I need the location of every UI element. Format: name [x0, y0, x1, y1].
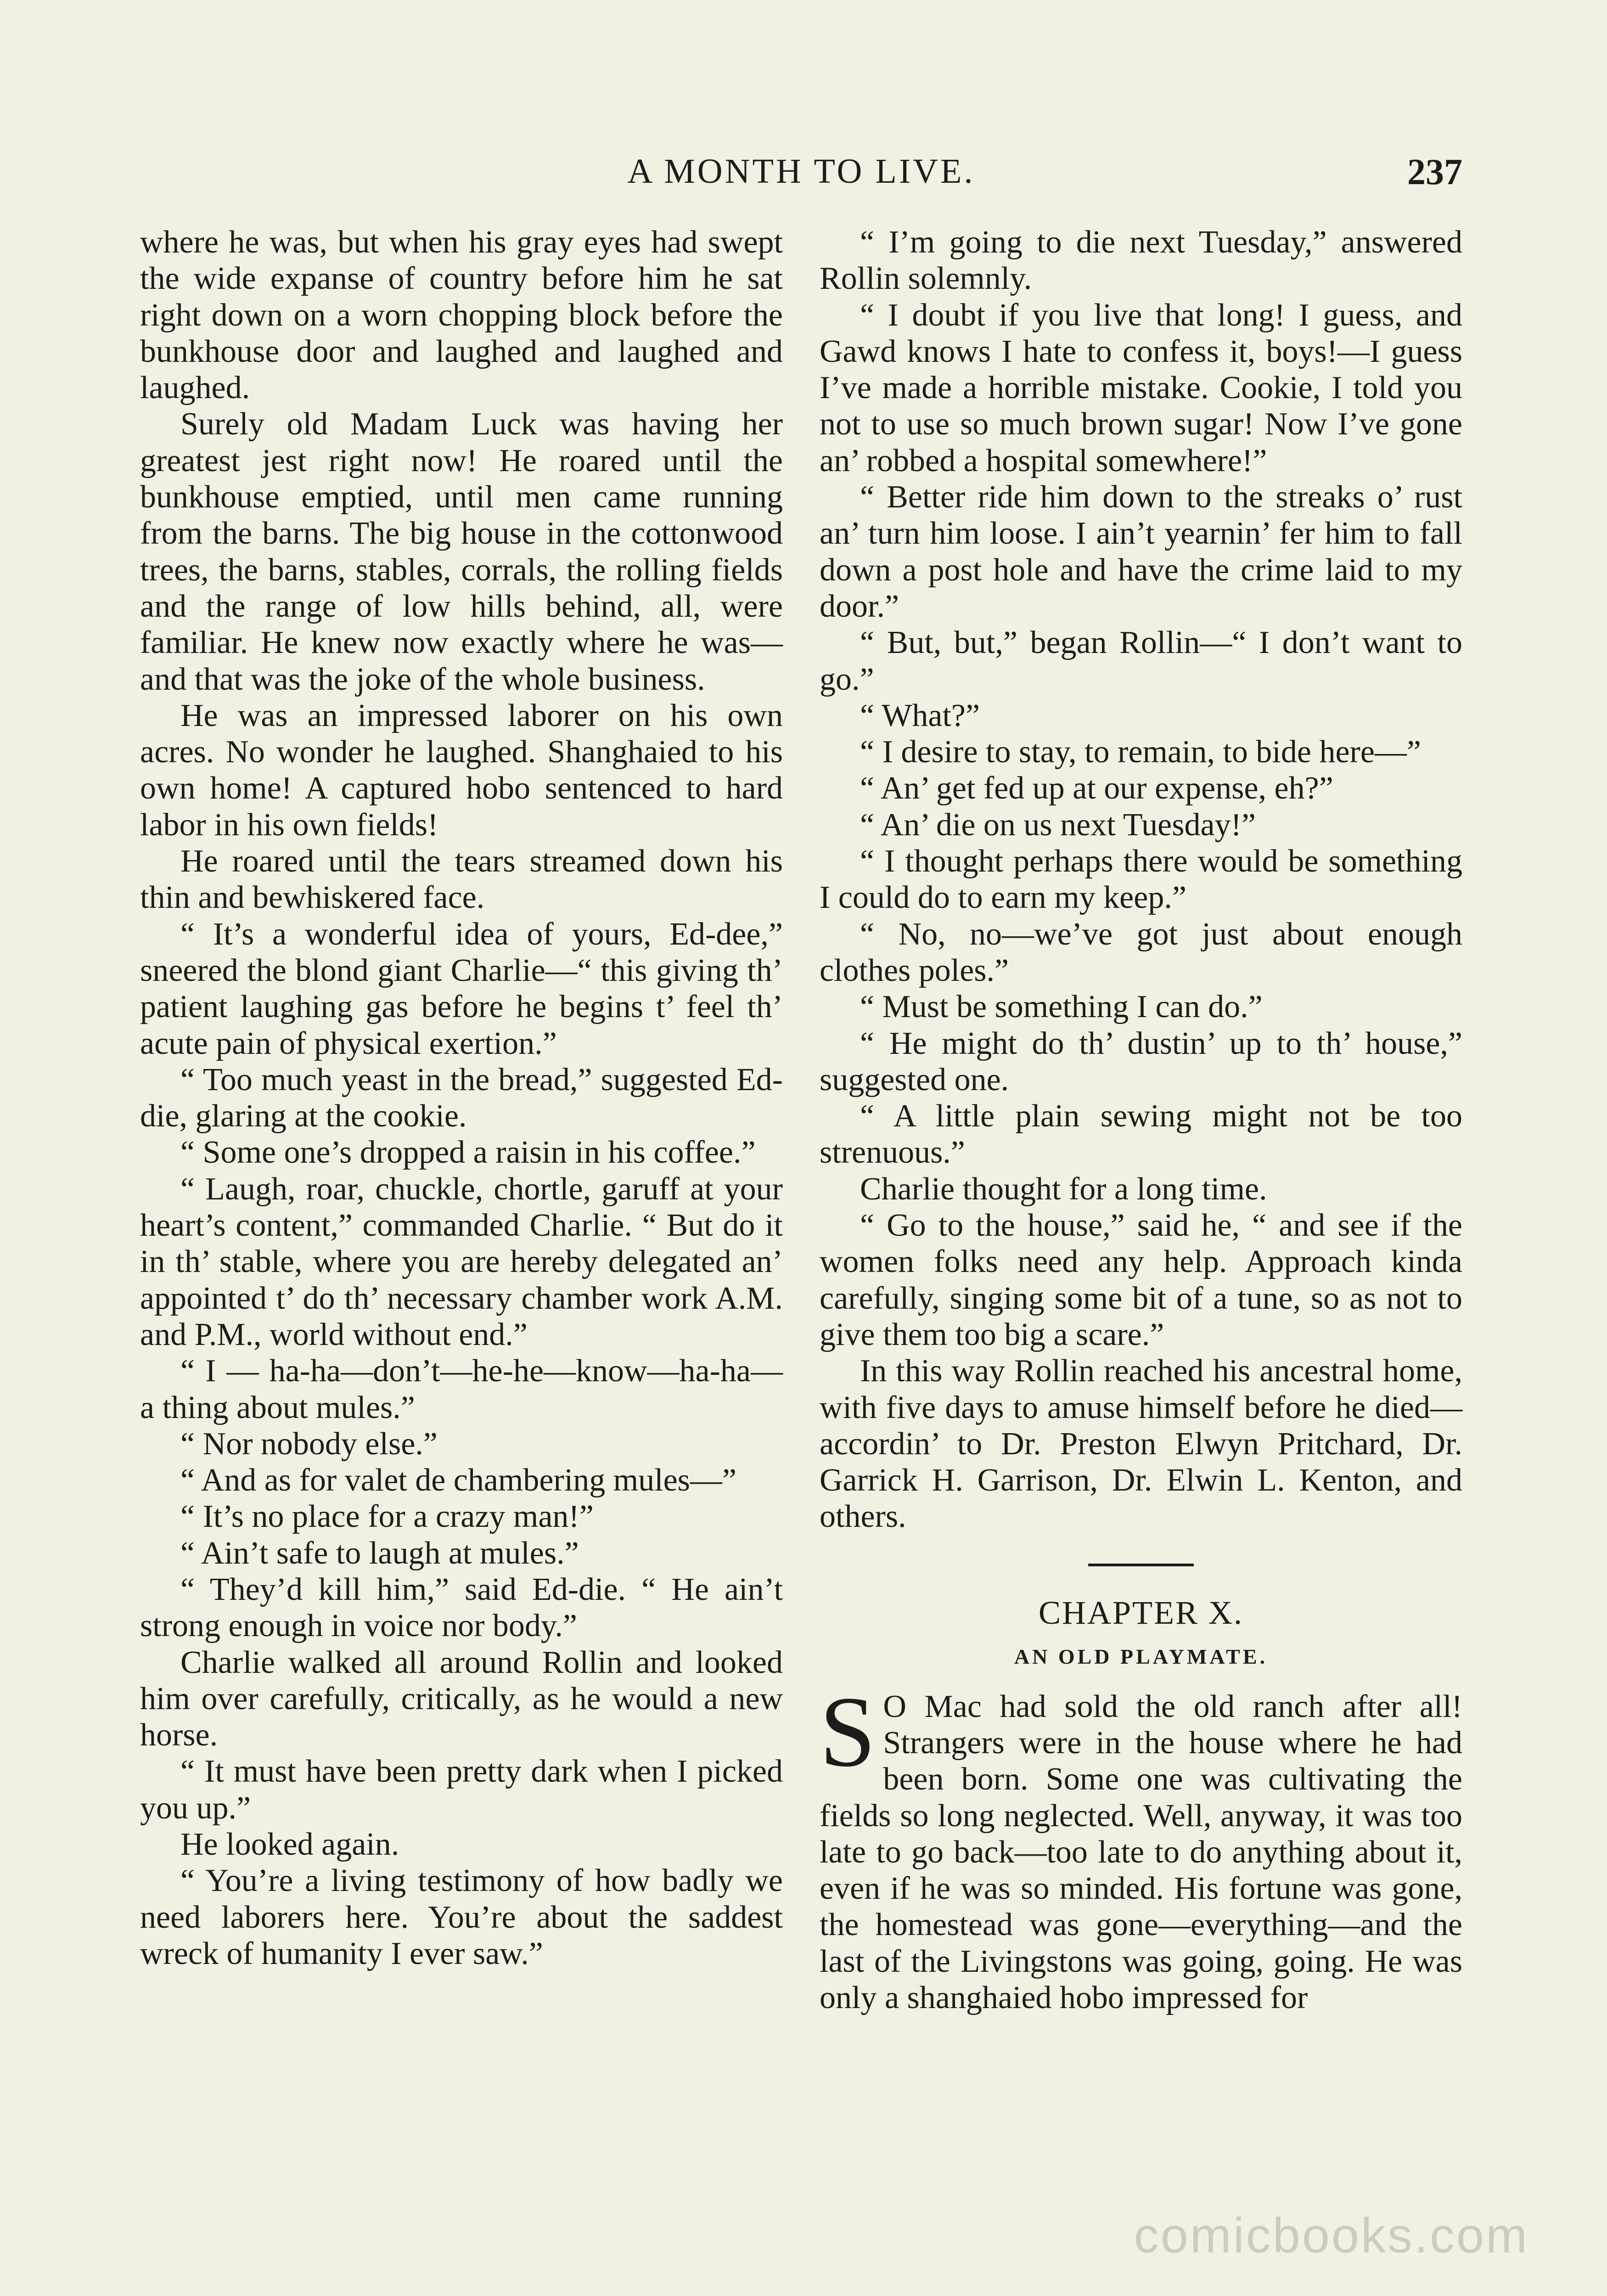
- paragraph: “ You’re a living testimony of how badly we need laborers here. You’re about the saddest wreck of humanity I ever saw.”: [140, 1863, 783, 1971]
- paragraph: “ I doubt if you live that long! I guess, and Gawd knows I hate to confess it, boys!—I guess I’ve made a horrible mistake. Cookie, I told you not to use so much brown sugar! Now I’ve gone an’ robbed a hospital somewhere!”: [820, 297, 1462, 478]
- paragraph: “ Ain’t safe to laugh at mules.”: [180, 1535, 579, 1571]
- chapter-subtitle: AN OLD PLAYMATE.: [1014, 1644, 1268, 1668]
- page-number: 237: [1407, 152, 1462, 192]
- left-column: [140, 224, 783, 1972]
- paragraph: “ Must be something I can do.”: [860, 989, 1263, 1025]
- paragraph: “ Go to the house,” said he, “ and see if the women folks need any help. Approach kinda carefully, singing some bit of a tune, so as not to give them too big a scare.”: [820, 1208, 1462, 1352]
- paragraph: “ I — ha-ha—don’t—he-he—know—ha-ha—a thing about mules.”: [140, 1353, 783, 1425]
- page-header: [140, 152, 1462, 202]
- paragraph: “ What?”: [860, 698, 980, 733]
- paragraph: “ But, but,” began Rollin—“ I don’t want to go.”: [820, 625, 1462, 697]
- paragraph: “ It must have been pretty dark when I picked you up.”: [140, 1754, 783, 1826]
- paragraph: Charlie thought for a long time.: [860, 1171, 1267, 1207]
- paragraph: “ An’ die on us next Tuesday!”: [860, 807, 1256, 843]
- paragraph: “ Some one’s dropped a raisin in his coffee.”: [180, 1135, 756, 1171]
- paragraph: In this way Rollin reached his ancestral home, with five days to amuse himself before he died—accordin’ to Dr. Preston Elwyn Pritchard, Dr. Garrick H. Garrison, Dr. Elwin L. Kenton, and others.: [820, 1353, 1462, 1535]
- paragraph: “ An’ get fed up at our expense, eh?”: [860, 771, 1333, 806]
- paragraph: where he was, but when his gray eyes had swept the wide expanse of country before him he sat right down on a worn chopping block before the bunkhouse door and laughed and laughed and laughed.: [140, 225, 783, 406]
- paragraph: Surely old Madam Luck was having her greatest jest right now! He roared until the bunkhouse emptied, until men came running from the barns. The big house in the cottonwood trees, the barns, stables, corrals, the rolling fields and the range of low hills behind, all, were familiar. He knew now exactly where he was—and that was the joke of the whole business.: [140, 406, 783, 697]
- paragraph: He looked again.: [180, 1827, 399, 1863]
- chapter-title: CHAPTER X.: [1038, 1594, 1244, 1631]
- paragraph: “ He might do th’ dustin’ up to th’ house,” suggested one.: [820, 1025, 1462, 1097]
- running-title: A MONTH TO LIVE.: [627, 152, 975, 191]
- paragraph: He roared until the tears streamed down his thin and bewhiskered face.: [140, 844, 783, 916]
- paragraph: “ Nor nobody else.”: [180, 1426, 438, 1462]
- paragraph: “ It’s a wonderful idea of yours, Ed-dee,” sneered the blond giant Charlie—“ this giving th’ patient laughing gas before he begins t’ feel th’ acute pain of physical exertion.”: [140, 916, 783, 1061]
- paragraph: “ I’m going to die next Tuesday,” answered Rollin solemnly.: [820, 225, 1462, 297]
- watermark-logo: comicbooks.com: [1134, 2207, 1529, 2263]
- paragraph: “ Better ride him down to the streaks o’ rust an’ turn him loose. I ain’t yearnin’ fer him to fall down a post hole and have the crime laid to my door.”: [820, 479, 1462, 624]
- paragraph: O Mac had sold the old ranch after all! Strangers were in the house where he had been born. Some one was cultivating the fields so long neglected. Well, anyway, it was too late to go back—too late to do anything about it, even if he was so minded. His fortune was gone, the homestead was gone—everything—and the last of the Livingstons was going, going. He was only a shanghaied hobo impressed for: [820, 1688, 1462, 2016]
- paragraph: “ A little plain sewing might not be too strenuous.”: [820, 1098, 1462, 1171]
- paragraph: “ They’d kill him,” said Ed-die. “ He ain’t strong enough in voice nor body.”: [140, 1571, 783, 1644]
- paragraph: “ No, no—we’ve got just about enough clothes poles.”: [820, 916, 1462, 988]
- paragraph: Charlie walked all around Rollin and looked him over carefully, critically, as he would a new horse.: [140, 1644, 783, 1753]
- paragraph: “ I thought perhaps there would be something I could do to earn my keep.”: [820, 844, 1462, 916]
- paragraph: “ It’s no place for a crazy man!”: [180, 1499, 594, 1535]
- paragraph: “ Laugh, roar, chuckle, chortle, garuff at your heart’s content,” commanded Charlie. “ But do it in th’ stable, where you are hereby delegated an’ appointed t’ do th’ necessary chamber work A.M. and P.M., world without end.”: [140, 1171, 783, 1352]
- paragraph: “ I desire to stay, to remain, to bide here—”: [860, 734, 1421, 770]
- drop-cap: S: [820, 1675, 876, 1788]
- paragraph: He was an impressed laborer on his own acres. No wonder he laughed. Shanghaied to his own home! A captured hobo sentenced to hard labor in his own fields!: [140, 698, 783, 843]
- right-column: [820, 224, 1462, 2016]
- paragraph: “ Too much yeast in the bread,” suggested Ed-die, glaring at the cookie.: [140, 1062, 783, 1134]
- section-divider: [1088, 1564, 1194, 1566]
- paragraph: “ And as for valet de chambering mules—”: [180, 1463, 736, 1498]
- chapter-opening: [820, 1675, 1462, 2016]
